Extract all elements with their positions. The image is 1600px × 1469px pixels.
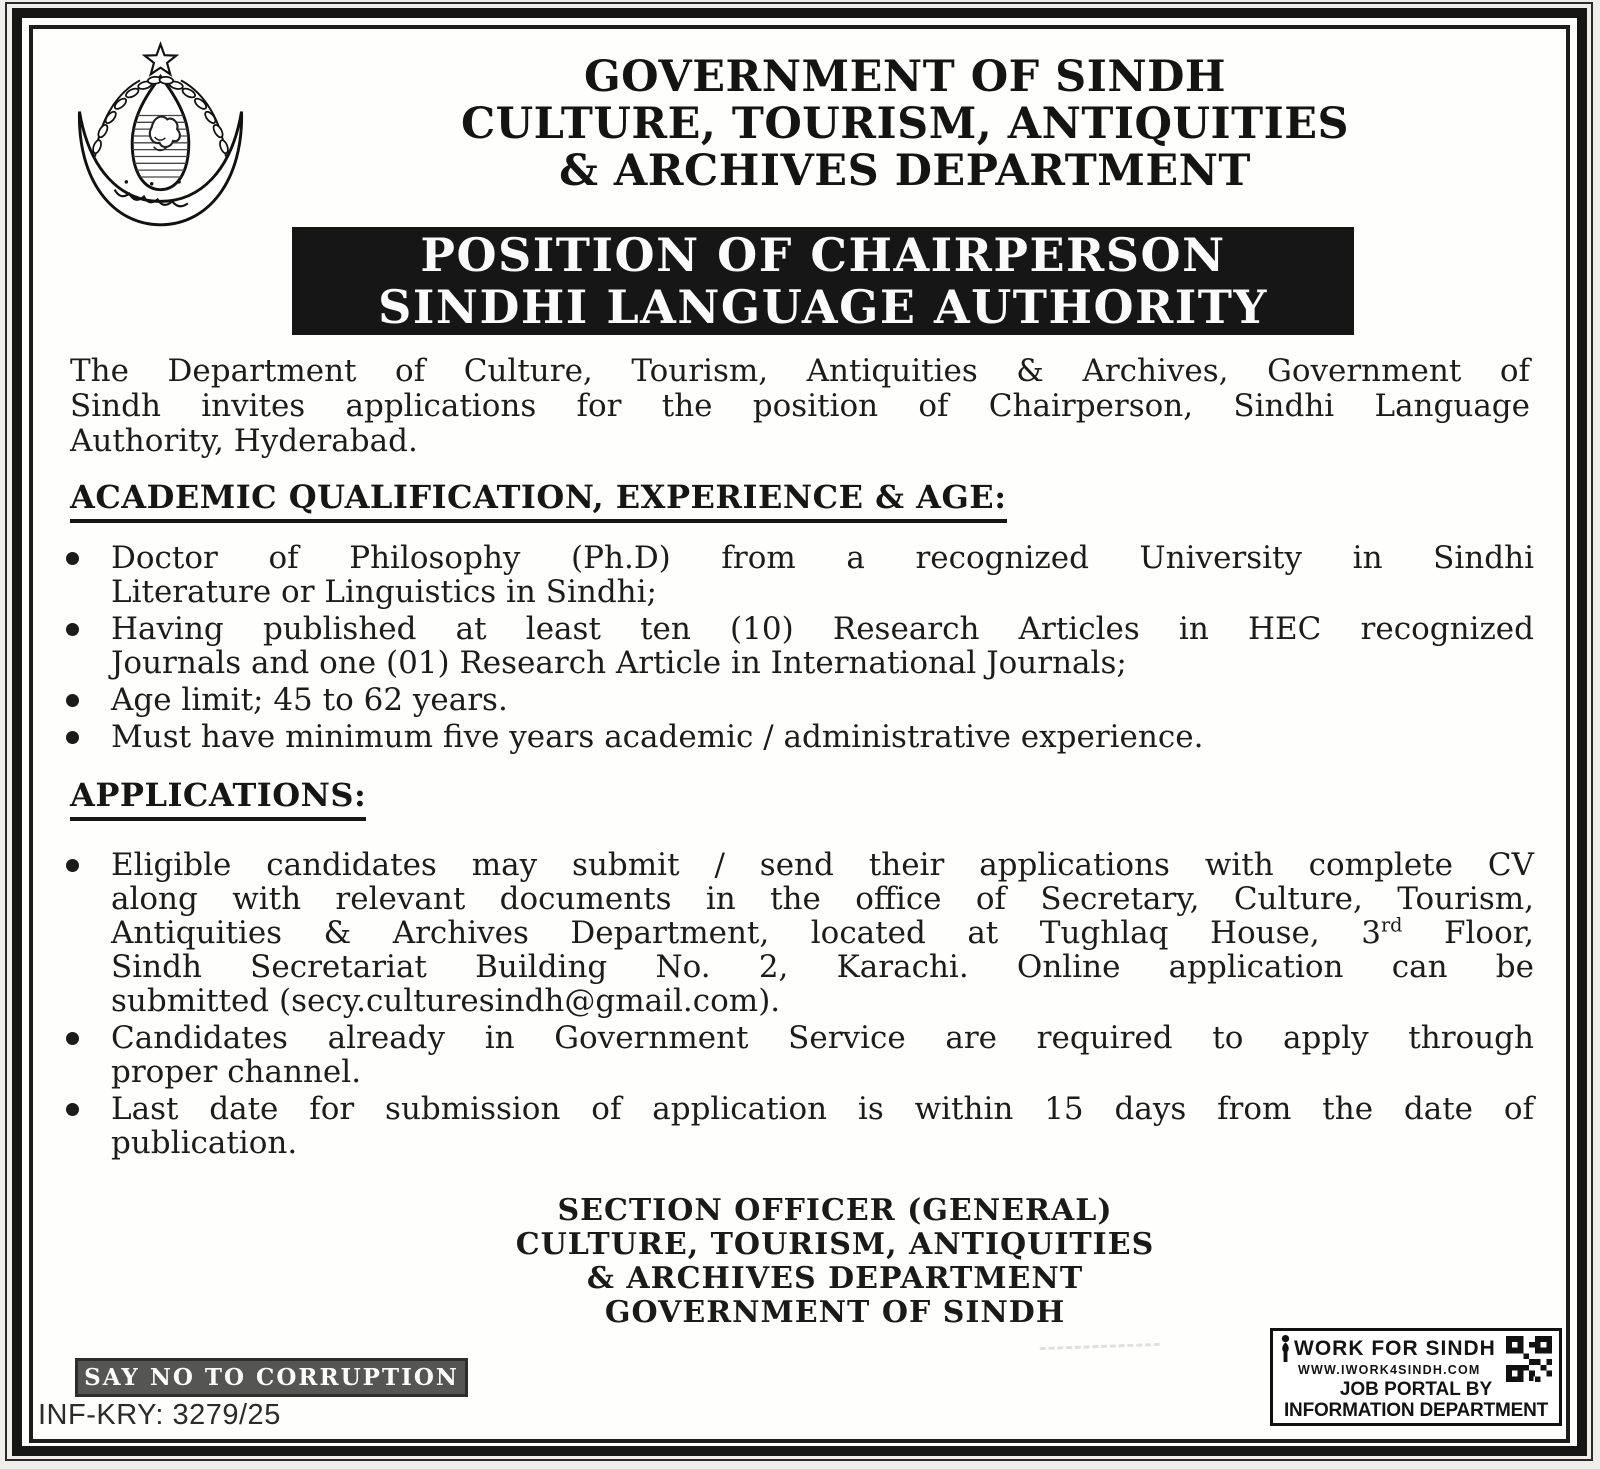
- signature-block: [70, 1194, 1600, 1330]
- list-item: Doctor of Philosophy (Ph.D) from a recognized University in Sindhi Literature or Linguistics in Sindhi;: [66, 541, 1534, 609]
- header-line-2: CULTURE, TOURISM, ANTIQUITIES: [460, 99, 1350, 149]
- intro-paragraph: [70, 354, 1530, 459]
- intro-line: Sindh invites applications for the position of Chairperson, Sindhi Language: [70, 388, 1530, 424]
- applications-bullet-list: [66, 848, 1534, 1163]
- intro-line: The Department of Culture, Tourism, Antiquities & Archives, Government of: [70, 353, 1530, 389]
- bullet-icon: [66, 1032, 79, 1045]
- address-line-with-superscript: Antiquities & Archives Department, located at Tughlaq House, 3rd Floor,: [111, 913, 1534, 951]
- say-no-to-corruption-banner: SAY NO TO CORRUPTION: [75, 1358, 468, 1397]
- signature-line-2: CULTURE, TOURISM, ANTIQUITIES: [515, 1227, 1155, 1262]
- bullet-icon: [66, 623, 79, 636]
- bullet-icon: [66, 1103, 79, 1116]
- department-header: [330, 54, 1480, 195]
- work-for-sindh-title: WORK FOR SINDH: [1294, 1337, 1496, 1360]
- list-item: Having published at least ten (10) Research Articles in HEC recognized Journals and one (01) Research Article in International Journals;: [66, 612, 1534, 680]
- person-icon: [1279, 1334, 1292, 1364]
- intro-line: Authority, Hyderabad.: [70, 423, 418, 459]
- email-address-text: submitted (secy.culturesindh@gmail.com).: [111, 983, 781, 1019]
- signature-line-3: & ARCHIVES DEPARTMENT: [586, 1261, 1084, 1296]
- government-of-sindh-emblem-icon: [58, 34, 263, 236]
- signature-line-1: SECTION OFFICER (GENERAL): [557, 1193, 1113, 1228]
- advertisement-ref-number: INF-KRY: 3279/25: [38, 1399, 281, 1431]
- list-item: Must have minimum five years academic / administrative experience.: [66, 720, 1534, 754]
- list-item: Age limit; 45 to 62 years.: [66, 683, 1534, 717]
- list-item: Candidates already in Government Service are required to apply through proper channel.: [66, 1021, 1534, 1089]
- academic-section-heading: ACADEMIC QUALIFICATION, EXPERIENCE & AGE:: [70, 478, 1007, 523]
- list-item: Eligible candidates may submit / send their applications with complete CV along with relevant documents in the office of Secretary, Culture, Tourism, Antiquities & Archives Department, located at Tughlaq House, 3rd Floor, Sindh Secretariat Building No. 2, Karachi. Online application can be submitted (secy.culturesindh@gmail.com).: [66, 848, 1534, 1018]
- header-line-1: GOVERNMENT OF SINDH: [583, 52, 1227, 102]
- ordinal-superscript: rd: [1380, 913, 1403, 937]
- banner-line-1: POSITION OF CHAIRPERSON: [420, 228, 1226, 282]
- bullet-icon: [66, 552, 79, 565]
- job-portal-line: JOB PORTAL BY: [1339, 1379, 1493, 1400]
- bullet-icon: [66, 731, 79, 744]
- academic-bullet-list: [66, 541, 1534, 757]
- signature-line-4: GOVERNMENT OF SINDH: [604, 1295, 1066, 1330]
- work-for-sindh-website: WWW.IWORK4SINDH.COM: [1298, 1363, 1481, 1377]
- bullet-icon: [66, 859, 79, 872]
- qr-code-icon: [1506, 1336, 1552, 1382]
- information-department-line: INFORMATION DEPARTMENT: [1283, 1400, 1549, 1421]
- work-for-sindh-box: [1270, 1328, 1562, 1426]
- banner-line-2: SINDHI LANGUAGE AUTHORITY: [378, 280, 1268, 334]
- position-title-banner: [292, 227, 1354, 335]
- bullet-icon: [66, 694, 79, 707]
- applications-section-heading: APPLICATIONS:: [70, 776, 366, 821]
- header-line-3: & ARCHIVES DEPARTMENT: [559, 146, 1251, 196]
- list-item: Last date for submission of application is within 15 days from the date of publication.: [66, 1092, 1534, 1160]
